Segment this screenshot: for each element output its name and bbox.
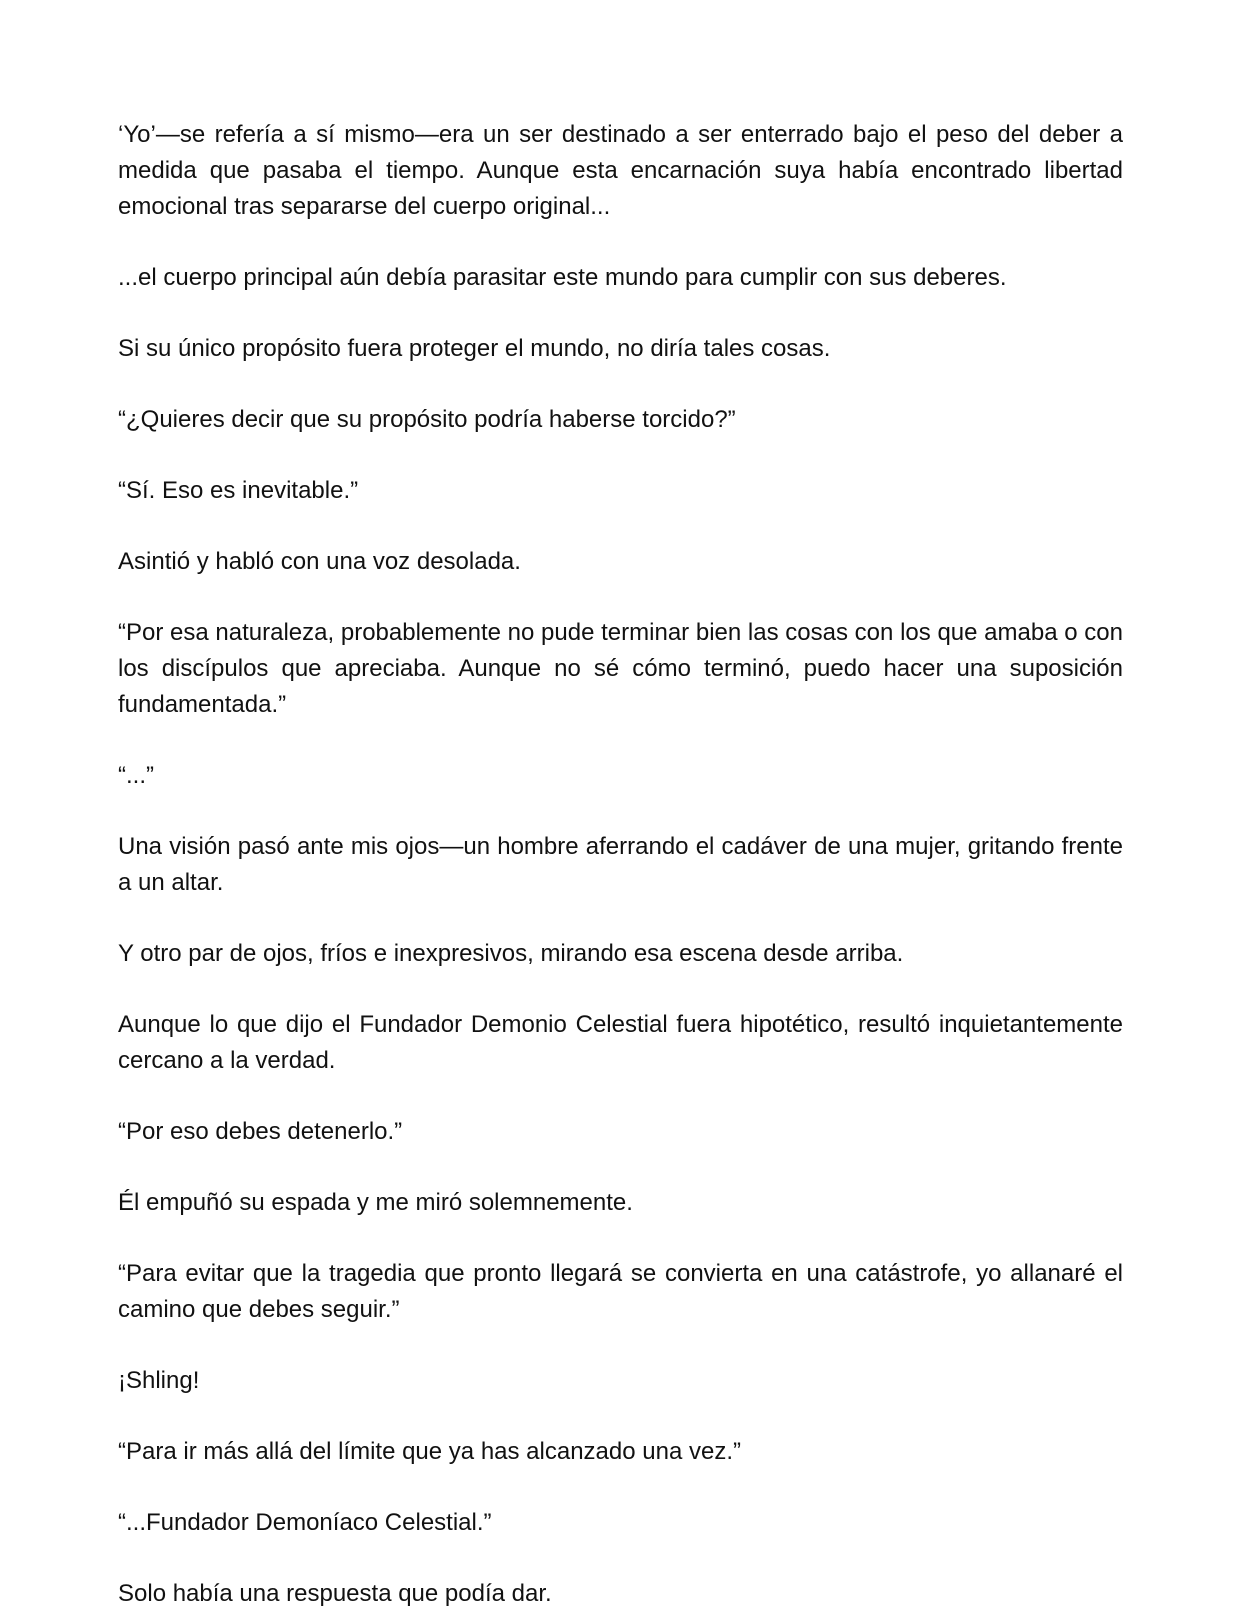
- paragraph: ‘Yo’—se refería a sí mismo—era un ser destinado a ser enterrado bajo el peso del deber a medida que pasaba el tiempo. Aunque esta encarnación suya había encontrado libertad emocional tras separarse del cuerpo original...: [118, 121, 1123, 220]
- paragraph: “Por eso debes detenerlo.”: [118, 1118, 403, 1145]
- paragraph: ...el cuerpo principal aún debía parasitar este mundo para cumplir con sus deberes.: [118, 264, 1007, 291]
- paragraph: Una visión pasó ante mis ojos—un hombre aferrando el cadáver de una mujer, gritando frente a un altar.: [118, 833, 1123, 896]
- paragraph: Asintió y habló con una voz desolada.: [118, 548, 521, 575]
- document-body: [118, 117, 1123, 1612]
- paragraph: “...”: [118, 762, 154, 789]
- paragraph: Y otro par de ojos, fríos e inexpresivos, mirando esa escena desde arriba.: [118, 940, 904, 967]
- paragraph: “Para ir más allá del límite que ya has alcanzado una vez.”: [118, 1438, 741, 1465]
- paragraph: ¡Shling!: [118, 1367, 200, 1394]
- paragraph: Solo había una respuesta que podía dar.: [118, 1580, 552, 1607]
- paragraph: “Para evitar que la tragedia que pronto llegará se convierta en una catástrofe, yo allanaré el camino que debes seguir.”: [118, 1260, 1123, 1323]
- paragraph: Él empuñó su espada y me miró solemnemente.: [118, 1189, 633, 1216]
- paragraph: “Sí. Eso es inevitable.”: [118, 477, 359, 504]
- paragraph: “...Fundador Demoníaco Celestial.”: [118, 1509, 492, 1536]
- paragraph: Aunque lo que dijo el Fundador Demonio Celestial fuera hipotético, resultó inquietantemente cercano a la verdad.: [118, 1011, 1123, 1074]
- paragraph: “¿Quieres decir que su propósito podría haberse torcido?”: [118, 406, 736, 433]
- paragraph: “Por esa naturaleza, probablemente no pude terminar bien las cosas con los que amaba o con los discípulos que apreciaba. Aunque no sé cómo terminó, puedo hacer una suposición fundamentada.”: [118, 619, 1123, 718]
- paragraph: Si su único propósito fuera proteger el mundo, no diría tales cosas.: [118, 335, 831, 362]
